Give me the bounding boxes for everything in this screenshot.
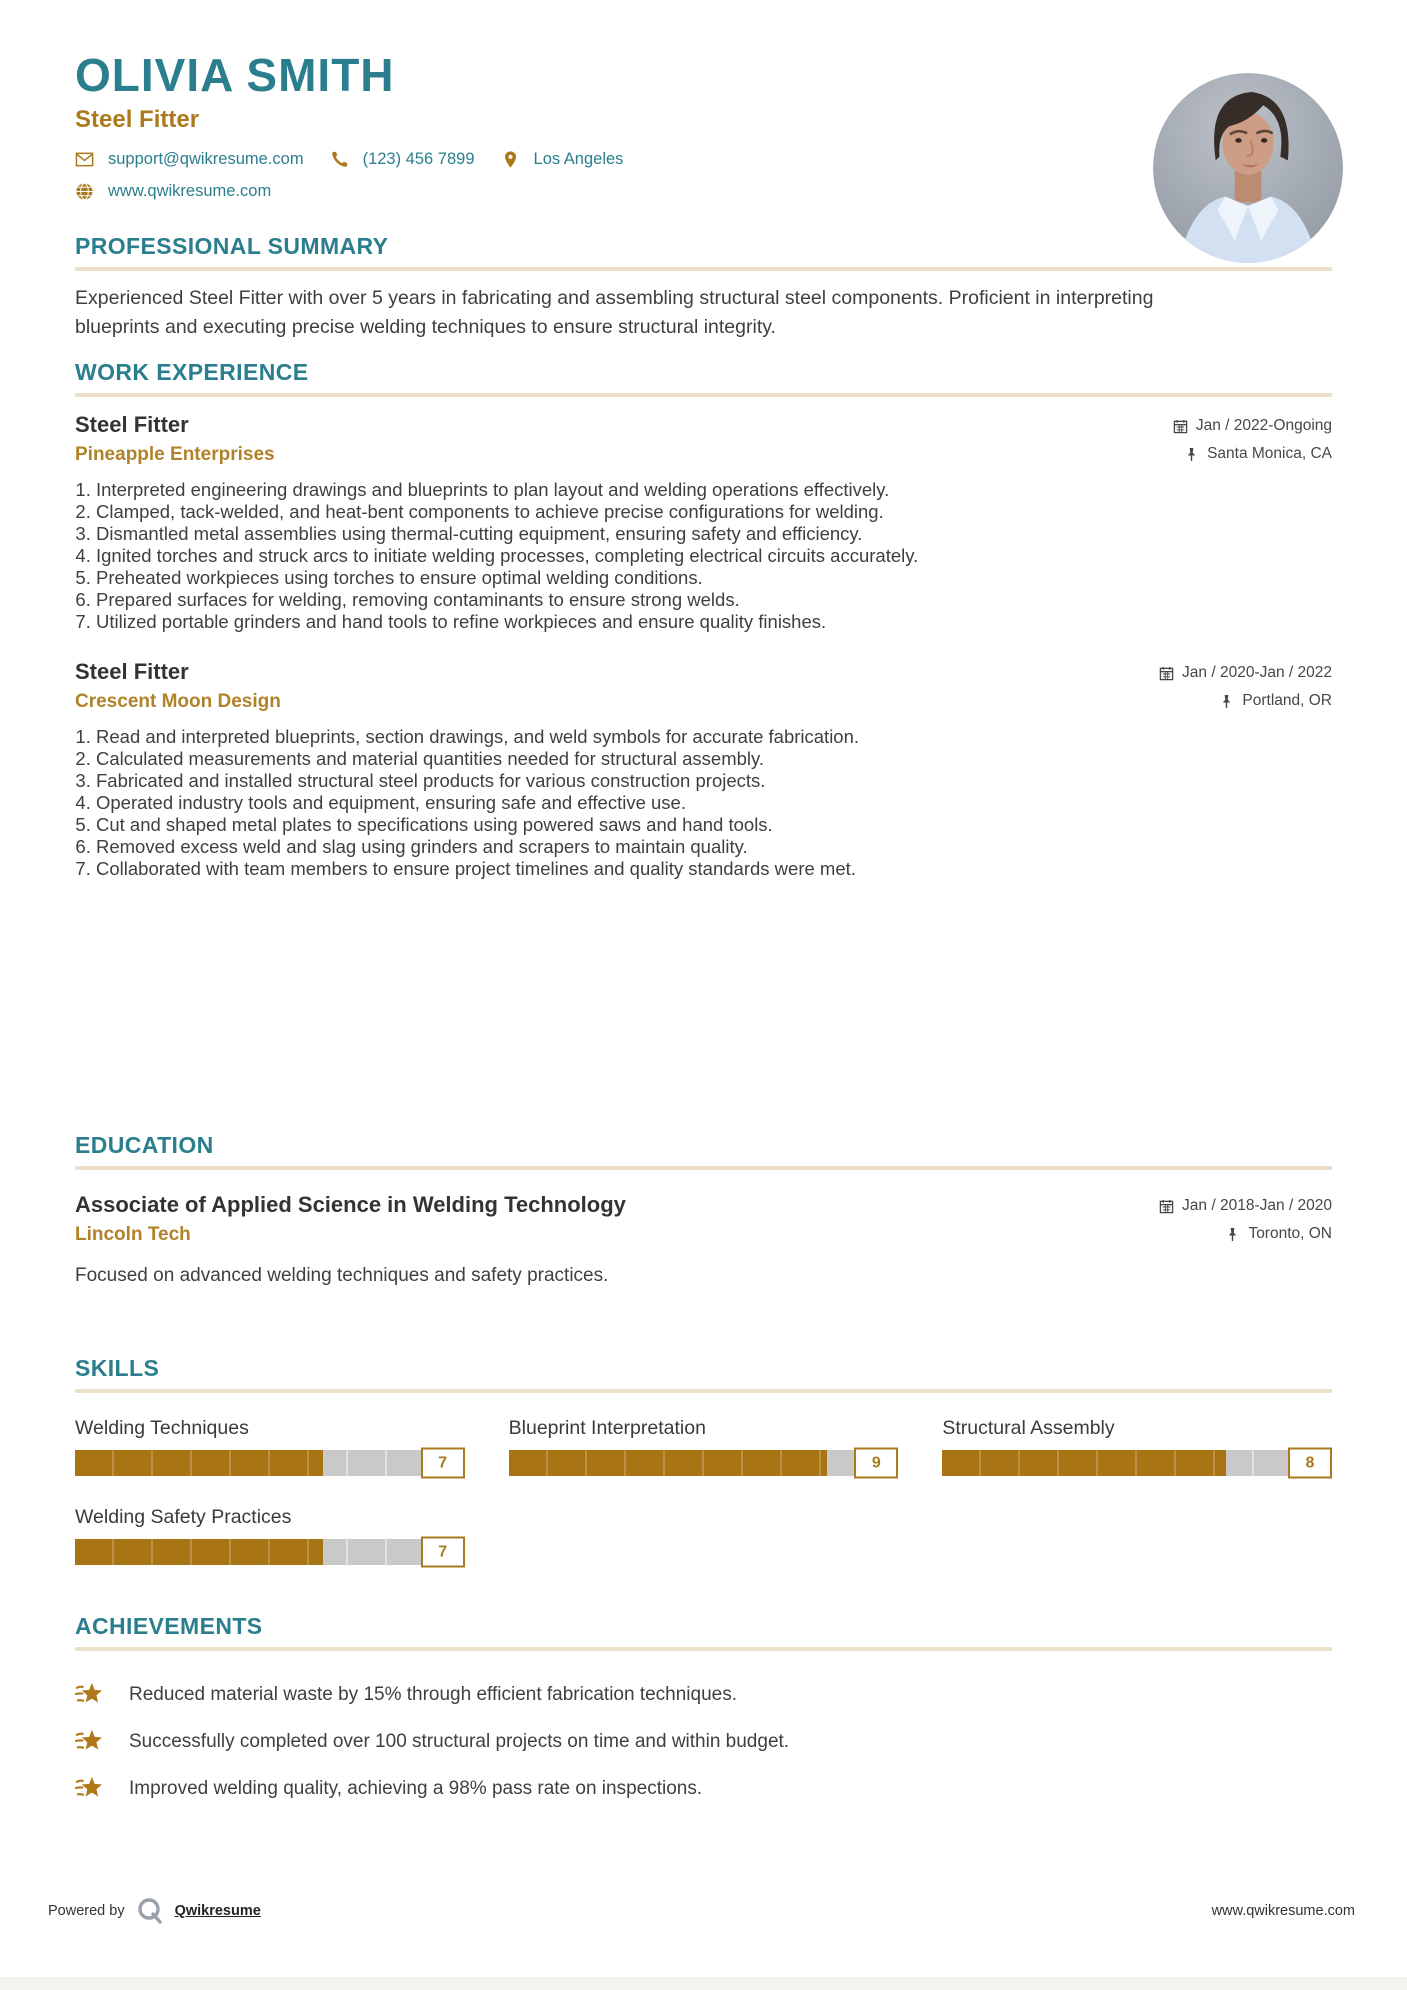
skill-bar-fill bbox=[75, 1450, 323, 1476]
contact-location bbox=[501, 150, 624, 169]
section-achievements bbox=[75, 1613, 1332, 1803]
contact-phone[interactable] bbox=[330, 150, 475, 169]
qwikresume-q-icon bbox=[135, 1896, 165, 1926]
skill-bar bbox=[75, 1450, 465, 1476]
person-job-title: Steel Fitter bbox=[75, 106, 200, 133]
job-dates bbox=[1173, 417, 1332, 435]
profile-photo-illustration bbox=[1153, 73, 1343, 263]
job-bullet: 2. Calculated measurements and material quantities needed for structural assembly. bbox=[96, 748, 1332, 770]
section-rule bbox=[75, 393, 1332, 397]
skill-score: 7 bbox=[421, 1448, 465, 1479]
resume-header bbox=[75, 50, 1332, 201]
education-description: Focused on advanced welding techniques and safety practices. bbox=[75, 1265, 609, 1286]
job-bullets bbox=[75, 479, 1332, 633]
achievements-heading: ACHIEVEMENTS bbox=[75, 1613, 263, 1639]
profile-photo bbox=[1153, 73, 1343, 263]
skill-item bbox=[75, 1417, 465, 1476]
section-experience bbox=[75, 359, 1332, 880]
skill-score: 8 bbox=[1288, 1448, 1332, 1479]
skill-bar-fill bbox=[509, 1450, 828, 1476]
location-text: Los Angeles bbox=[533, 150, 624, 168]
globe-icon bbox=[75, 182, 94, 201]
pushpin-icon bbox=[1225, 1227, 1240, 1242]
achievement-text: Reduced material waste by 15% through efficient fabrication techniques. bbox=[129, 1684, 738, 1705]
shooting-star-icon bbox=[75, 1728, 104, 1756]
section-rule bbox=[75, 1389, 1332, 1393]
job-title: Steel Fitter bbox=[75, 412, 189, 437]
job-bullets bbox=[75, 726, 1332, 880]
job-bullet: 6. Prepared surfaces for welding, removing contaminants to ensure strong welds. bbox=[96, 589, 1332, 611]
education-location-text: Toronto, ON bbox=[1248, 1225, 1332, 1242]
skills-heading: SKILLS bbox=[75, 1355, 160, 1381]
section-education bbox=[75, 1132, 1332, 1287]
email-link[interactable]: support@qwikresume.com bbox=[108, 150, 304, 168]
job-location-text: Portland, OR bbox=[1242, 692, 1332, 709]
section-rule bbox=[75, 1647, 1332, 1651]
job-bullet: 7. Collaborated with team members to ensure project timelines and quality standards were met. bbox=[96, 858, 1332, 880]
job-entry bbox=[75, 659, 1332, 880]
shooting-star-icon bbox=[75, 1775, 104, 1803]
section-rule bbox=[75, 1166, 1332, 1170]
achievement-item bbox=[75, 1775, 1332, 1803]
skill-bar bbox=[75, 1539, 465, 1565]
contact-row-website bbox=[75, 182, 1332, 201]
contact-website[interactable] bbox=[75, 182, 271, 201]
job-company: Pineapple Enterprises bbox=[75, 444, 275, 465]
website-link[interactable]: www.qwikresume.com bbox=[108, 182, 272, 200]
degree-title: Associate of Applied Science in Welding Technology bbox=[75, 1192, 626, 1217]
job-bullet: 3. Fabricated and installed structural steel products for various construction projects. bbox=[96, 770, 1332, 792]
powered-by-label: Powered by bbox=[48, 1903, 125, 1919]
job-bullet: 5. Cut and shaped metal plates to specifications using powered saws and hand tools. bbox=[96, 814, 1332, 836]
job-location-text: Santa Monica, CA bbox=[1207, 445, 1332, 462]
job-bullet: 3. Dismantled metal assemblies using thermal-cutting equipment, ensuring safety and efficiency. bbox=[96, 523, 1332, 545]
education-dates-text: Jan / 2018-Jan / 2020 bbox=[1182, 1197, 1332, 1214]
page-footer bbox=[48, 1896, 1355, 1926]
footer-website-link[interactable]: www.qwikresume.com bbox=[1211, 1903, 1355, 1919]
education-entry-sub bbox=[75, 1218, 1332, 1246]
qwikresume-link[interactable]: Qwikresume bbox=[174, 1903, 261, 1919]
achievement-text: Improved welding quality, achieving a 98% pass rate on inspections. bbox=[129, 1778, 703, 1799]
calendar-icon bbox=[1159, 666, 1174, 681]
map-pin-icon bbox=[501, 150, 520, 169]
skill-bar-fill bbox=[75, 1539, 323, 1565]
job-bullet: 1. Interpreted engineering drawings and blueprints to plan layout and welding operations effectively. bbox=[96, 479, 1332, 501]
job-bullet: 7. Utilized portable grinders and hand tools to refine workpieces and ensure quality finishes. bbox=[96, 611, 1332, 633]
skill-item bbox=[942, 1417, 1332, 1476]
skill-bar bbox=[509, 1450, 899, 1476]
school-name: Lincoln Tech bbox=[75, 1224, 191, 1245]
skill-name: Welding Safety Practices bbox=[75, 1506, 292, 1528]
job-dates-text: Jan / 2020-Jan / 2022 bbox=[1182, 664, 1332, 681]
phone-icon bbox=[330, 150, 349, 169]
contact-email[interactable] bbox=[75, 150, 304, 169]
footer-branding bbox=[48, 1896, 261, 1926]
summary-text: Experienced Steel Fitter with over 5 years in fabricating and assembling structural steel components. Proficient in interpreting blueprints and executing precise welding techniques to ensure structural integrity. bbox=[75, 287, 1154, 338]
achievement-text: Successfully completed over 100 structural projects on time and within budget. bbox=[129, 1731, 790, 1752]
calendar-icon bbox=[1173, 419, 1188, 434]
skill-item bbox=[509, 1417, 899, 1476]
job-company: Crescent Moon Design bbox=[75, 691, 281, 712]
summary-heading: PROFESSIONAL SUMMARY bbox=[75, 233, 389, 259]
education-heading: EDUCATION bbox=[75, 1132, 214, 1158]
job-location bbox=[1184, 445, 1332, 463]
skill-score: 9 bbox=[854, 1448, 898, 1479]
bottom-accent-band bbox=[0, 1977, 1407, 1990]
skill-score: 7 bbox=[421, 1537, 465, 1568]
experience-heading: WORK EXPERIENCE bbox=[75, 359, 309, 385]
education-location bbox=[1225, 1225, 1332, 1243]
job-bullet: 6. Removed excess weld and slag using grinders and scrapers to maintain quality. bbox=[96, 836, 1332, 858]
achievements-list bbox=[75, 1681, 1332, 1803]
section-summary bbox=[75, 233, 1332, 342]
skill-bar-fill bbox=[942, 1450, 1225, 1476]
phone-number: (123) 456 7899 bbox=[362, 150, 475, 168]
achievement-item bbox=[75, 1681, 1332, 1709]
job-title: Steel Fitter bbox=[75, 659, 189, 684]
skill-name: Blueprint Interpretation bbox=[508, 1417, 706, 1439]
job-dates bbox=[1159, 664, 1332, 682]
job-bullet: 4. Operated industry tools and equipment, ensuring safe and effective use. bbox=[96, 792, 1332, 814]
section-rule bbox=[75, 267, 1332, 271]
section-skills bbox=[75, 1355, 1332, 1565]
job-bullet: 2. Clamped, tack-welded, and heat-bent components to achieve precise configurations for welding. bbox=[96, 501, 1332, 523]
education-dates bbox=[1159, 1197, 1332, 1215]
job-bullet: 4. Ignited torches and struck arcs to initiate welding processes, completing electrical circuits accurately. bbox=[96, 545, 1332, 567]
skill-item bbox=[75, 1506, 465, 1565]
contact-row bbox=[75, 150, 1332, 169]
pushpin-icon bbox=[1184, 447, 1199, 462]
job-dates-text: Jan / 2022-Ongoing bbox=[1195, 417, 1332, 434]
calendar-icon bbox=[1159, 1199, 1174, 1214]
job-location bbox=[1219, 692, 1332, 710]
job-bullet: 1. Read and interpreted blueprints, section drawings, and weld symbols for accurate fabrication. bbox=[96, 726, 1332, 748]
job-bullet: 5. Preheated workpieces using torches to ensure optimal welding conditions. bbox=[96, 567, 1332, 589]
skill-bar bbox=[942, 1450, 1332, 1476]
skills-grid bbox=[75, 1417, 1332, 1565]
education-entry bbox=[75, 1192, 1332, 1218]
skill-name: Structural Assembly bbox=[942, 1417, 1115, 1439]
jobs-list bbox=[75, 412, 1332, 880]
envelope-icon bbox=[75, 150, 94, 169]
shooting-star-icon bbox=[75, 1681, 104, 1709]
skill-name: Welding Techniques bbox=[75, 1417, 249, 1439]
pushpin-icon bbox=[1219, 694, 1234, 709]
job-entry bbox=[75, 412, 1332, 633]
person-name: OLIVIA SMITH bbox=[75, 49, 395, 101]
achievement-item bbox=[75, 1728, 1332, 1756]
